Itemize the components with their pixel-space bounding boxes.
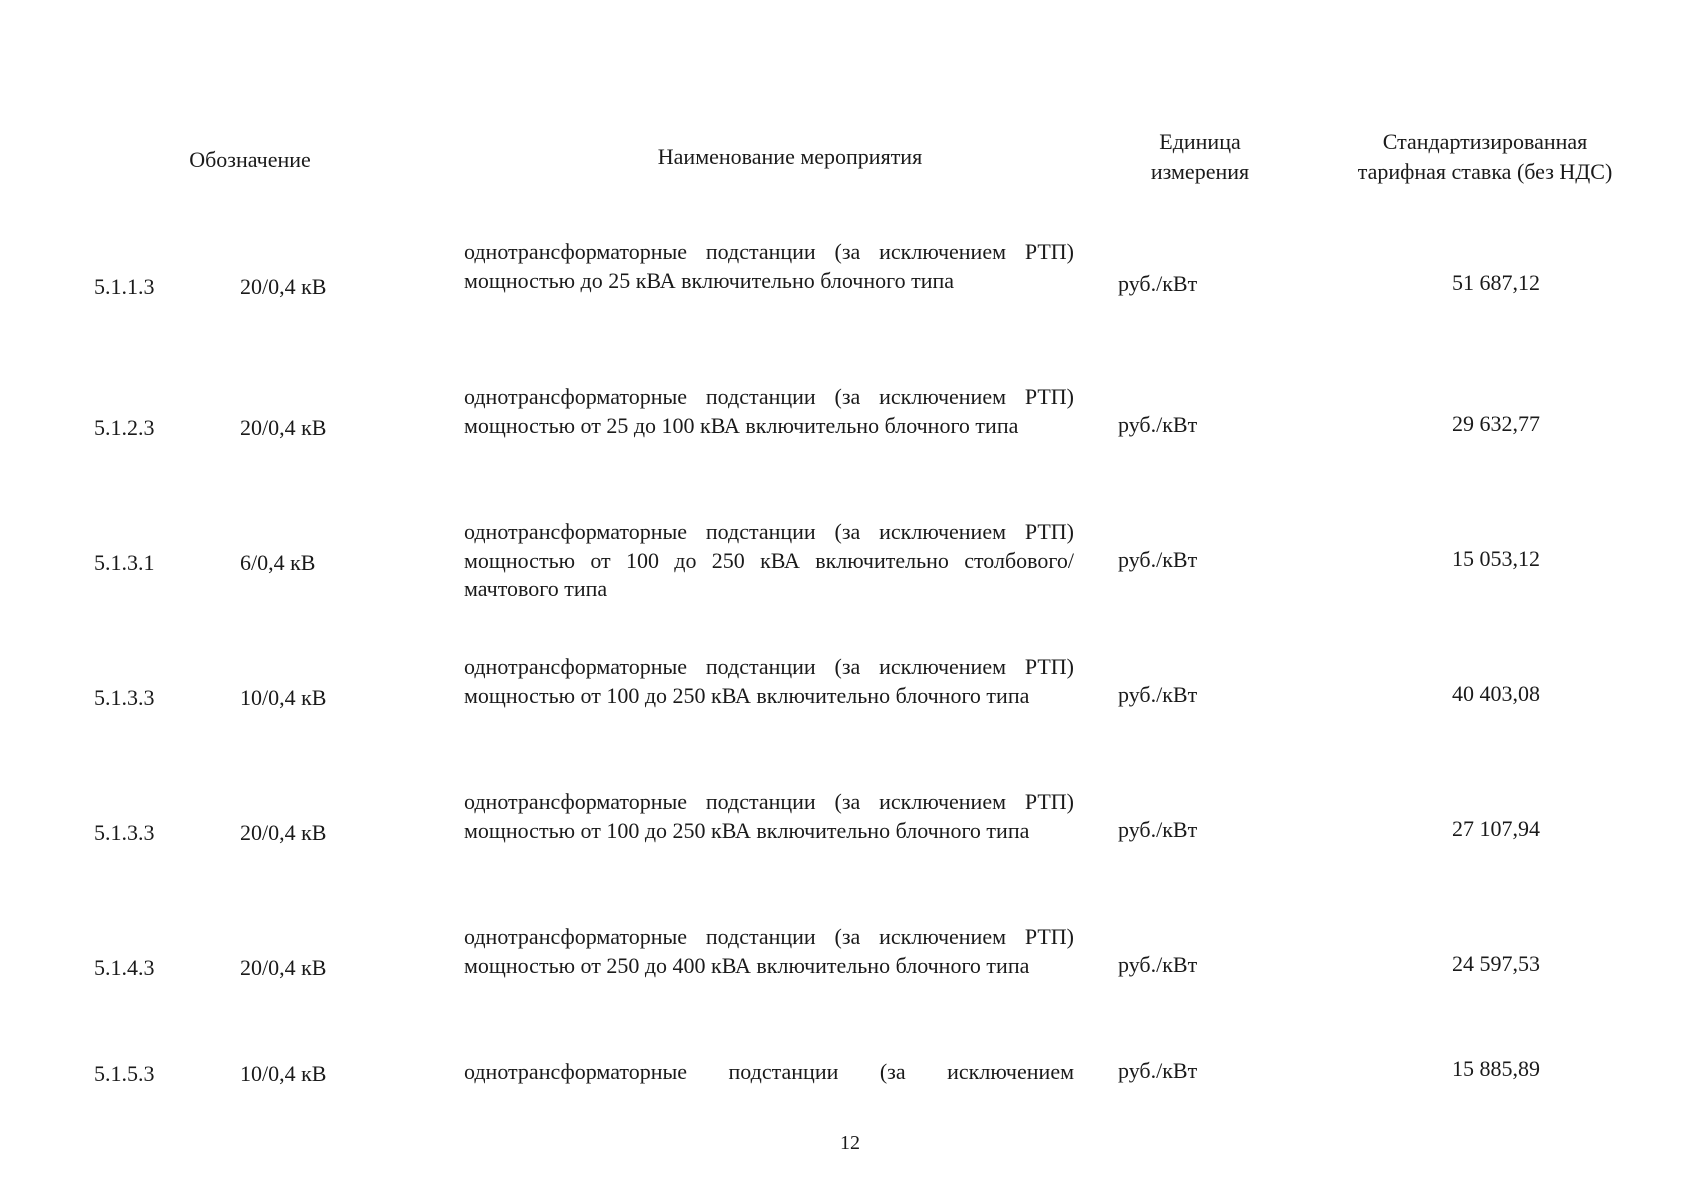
row-description: однотрансформаторные подстанции (за исключением РТП) мощностью от 250 до 400 кВА включительно блочного типа <box>464 924 1074 978</box>
row-description: однотрансформаторные подстанции (за исключением РТП) мощностью от 25 до 100 кВА включительно блочного типа <box>464 384 1074 438</box>
table-row <box>0 238 1697 348</box>
row-voltage: 10/0,4 кВ <box>240 1061 327 1086</box>
table-row <box>0 518 1697 628</box>
row-voltage: 20/0,4 кВ <box>240 820 327 845</box>
row-description: однотрансформаторные подстанции (за исключением РТП) мощностью от 100 до 250 кВА включительно блочного типа <box>464 789 1074 843</box>
row-code: 5.1.3.3 <box>94 820 155 845</box>
row-rate: 15 885,89 <box>1452 1056 1540 1081</box>
row-voltage: 6/0,4 кВ <box>240 550 316 575</box>
row-code: 5.1.2.3 <box>94 415 155 440</box>
row-unit: руб./кВт <box>1118 817 1198 842</box>
row-code: 5.1.5.3 <box>94 1061 155 1086</box>
row-unit: руб./кВт <box>1118 271 1198 296</box>
header-unit-line1: Единица <box>1159 129 1241 154</box>
row-voltage: 20/0,4 кВ <box>240 415 327 440</box>
row-code: 5.1.4.3 <box>94 955 155 980</box>
row-description: однотрансформаторные подстанции (за исключением РТП) мощностью от 100 до 250 кВА включительно столбового/мачтового типа <box>464 519 1074 601</box>
row-rate: 15 053,12 <box>1452 546 1540 571</box>
header-name-label: Наименование мероприятия <box>657 144 923 169</box>
table-row <box>0 653 1697 763</box>
header-code-label: Обозначение <box>189 147 311 172</box>
row-unit: руб./кВт <box>1118 952 1198 977</box>
header-rate-line2: тарифная ставка (без НДС) <box>1357 159 1613 184</box>
row-code: 5.1.3.1 <box>94 550 155 575</box>
row-code: 5.1.3.3 <box>94 685 155 710</box>
row-unit: руб./кВт <box>1118 412 1198 437</box>
table-row <box>0 383 1697 493</box>
header-rate <box>1320 127 1650 187</box>
header-code <box>150 145 350 175</box>
row-code: 5.1.1.3 <box>94 274 155 299</box>
row-description: однотрансформаторные подстанции (за исключением <box>464 1059 1074 1084</box>
row-description: однотрансформаторные подстанции (за исключением РТП) мощностью от 100 до 250 кВА включительно блочного типа <box>464 654 1074 708</box>
header-name <box>600 142 980 172</box>
row-rate: 29 632,77 <box>1452 411 1540 436</box>
row-unit: руб./кВт <box>1118 682 1198 707</box>
table-row <box>0 1058 1697 1098</box>
row-unit: руб./кВт <box>1118 1058 1198 1083</box>
row-rate: 27 107,94 <box>1452 816 1540 841</box>
row-description: однотрансформаторные подстанции (за исключением РТП) мощностью до 25 кВА включительно блочного типа <box>464 239 1074 293</box>
row-rate: 24 597,53 <box>1452 951 1540 976</box>
row-rate: 40 403,08 <box>1452 681 1540 706</box>
header-unit <box>1105 127 1295 187</box>
table-row <box>0 923 1697 1033</box>
table-row <box>0 788 1697 898</box>
row-unit: руб./кВт <box>1118 547 1198 572</box>
row-voltage: 20/0,4 кВ <box>240 274 327 299</box>
header-unit-line2: измерения <box>1150 159 1250 184</box>
row-rate: 51 687,12 <box>1452 270 1540 295</box>
header-rate-line1: Стандартизированная <box>1382 129 1588 154</box>
row-voltage: 20/0,4 кВ <box>240 955 327 980</box>
page-number: 12 <box>840 1132 860 1154</box>
row-voltage: 10/0,4 кВ <box>240 685 327 710</box>
